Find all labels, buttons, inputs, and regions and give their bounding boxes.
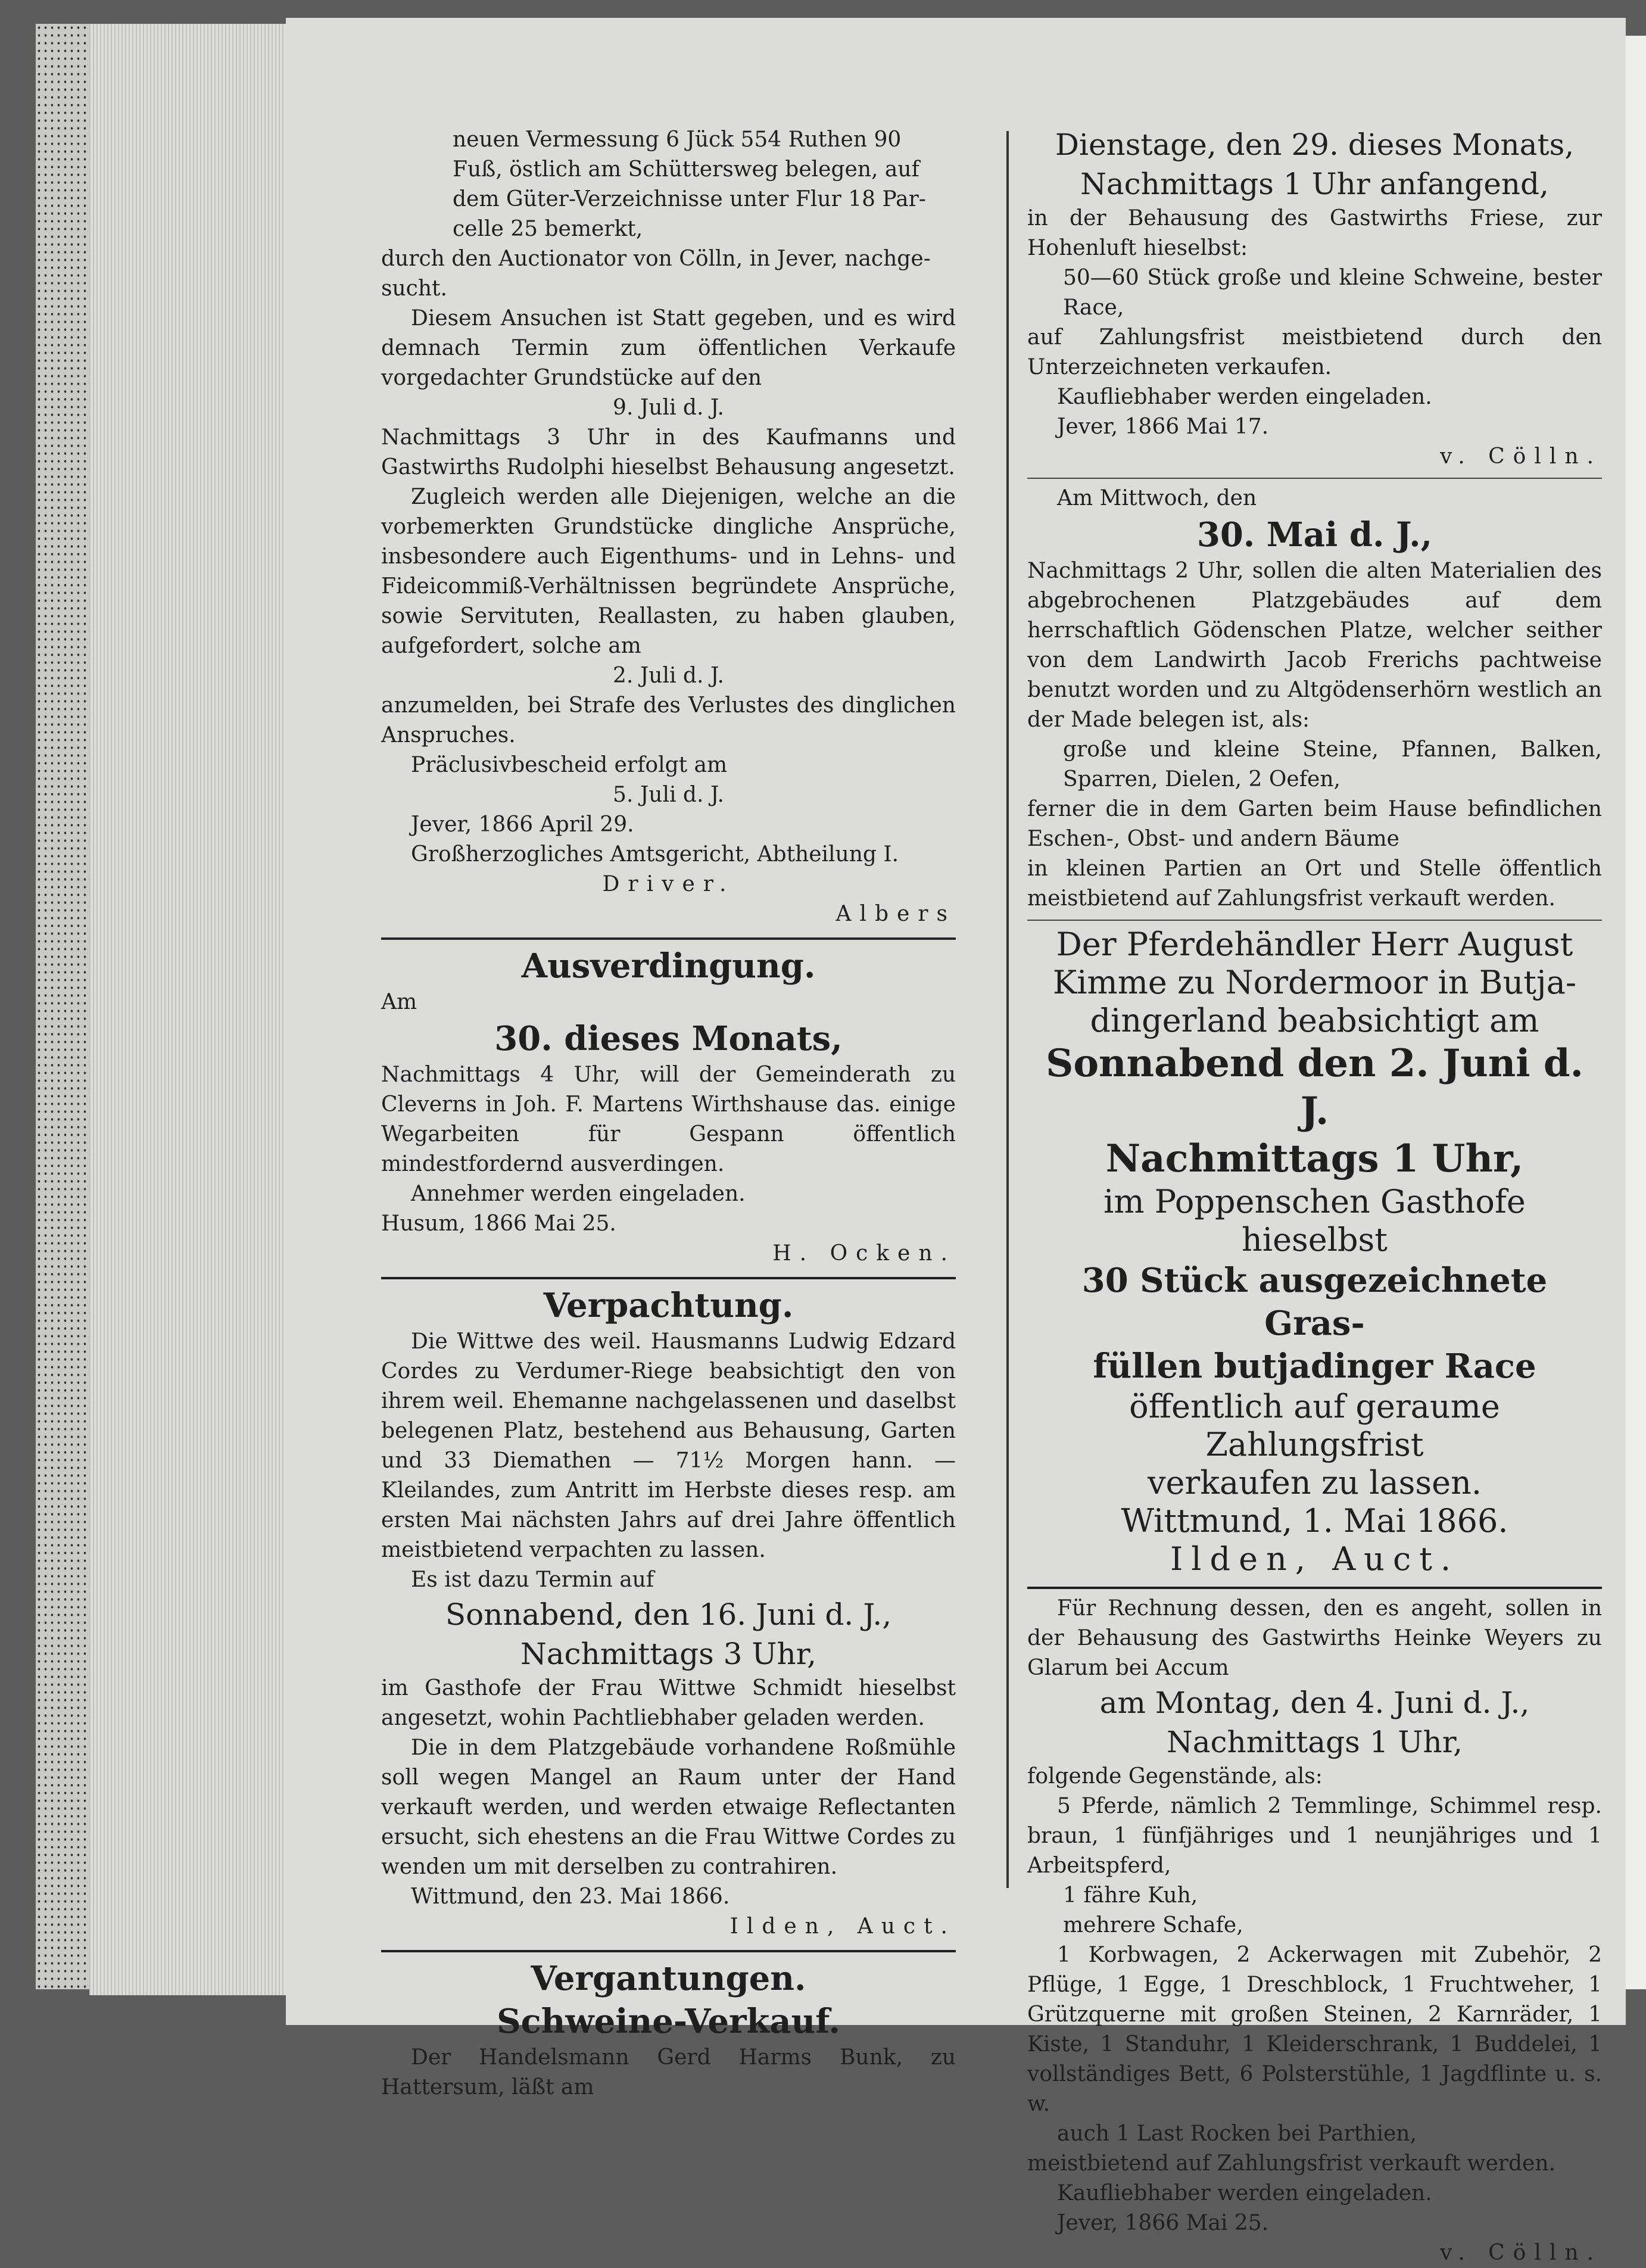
- invitation: Kaufliebhaber werden eingeladen.: [1057, 385, 1432, 409]
- paragraph: Diesem Ansuchen ist Statt gegeben, und es wird demnach Termin zum öffentlichen Verkaufe vorgedachter Grundstücke auf den: [381, 306, 956, 390]
- date-heading: 30. dieses Monats,: [494, 1019, 843, 1058]
- place-date: Jever, 1866 April 29.: [411, 812, 634, 837]
- item-line: 1 Korbwagen, 2 Ackerwagen mit Zubehör, 2 Pflüge, 1 Egge, 1 Dreschblock, 1 Fruchtweher, 1 Grützquerne mit großen Steinen, 2 Karnräder, 1 Kiste, 1 Standuhr, 1 Kleiderschrank, 1 Buddelei, 1 vollständiges Bett, 6 Polsterstühle, 1 Jagdflinte u. s. w.: [1027, 1943, 1602, 2116]
- section-heading: Ausverdingung.: [521, 946, 816, 986]
- section-rule: [1027, 920, 1602, 921]
- notice-line: 30 Stück ausgezeichnete Gras-: [1081, 1261, 1548, 1343]
- paragraph: meistbietend auf Zahlungsfrist verkauft werden.: [1027, 2151, 1555, 2176]
- book-edge: [36, 24, 95, 1989]
- time-heading: Nachmittags 1 Uhr,: [1166, 1725, 1463, 1759]
- text-line: neuen Vermessung 6 Jück 554 Ruthen 90: [453, 127, 902, 152]
- item-line: große und kleine Steine, Pfannen, Balken, Sparren, Dielen, 2 Oefen,: [1063, 737, 1602, 792]
- notice-line: öffentlich auf geraume Zahlungsfrist: [1129, 1388, 1500, 1463]
- section-rule: [1027, 478, 1602, 479]
- facing-page-edge: [1626, 36, 1646, 1989]
- text-line: dem Güter-Verzeichnisse unter Flur 18 Par-: [453, 187, 926, 211]
- item-line: auch 1 Last Rocken bei Parthien,: [1057, 2121, 1417, 2146]
- time-heading: Nachmittags 1 Uhr anfangend,: [1080, 167, 1549, 201]
- time-heading: Nachmittags 1 Uhr,: [1105, 1136, 1524, 1181]
- section-rule: [381, 1950, 956, 1952]
- place-date: Husum, 1866 Mai 25.: [381, 1211, 616, 1236]
- paragraph: Zugleich werden alle Diejenigen, welche an die vorbemerkten Grundstücke dingliche Ansprüche, insbesondere auch Eigenthums- und in Lehns- und Fideicommiß-Verhältnissen begründete Ansprüche, sowie Servituten, Reallasten, zu haben glauben, aufgefordert, solche am: [381, 485, 956, 658]
- paragraph: ferner die in dem Garten beim Hause befindlichen Eschen-, Obst- und andern Bäume: [1027, 797, 1602, 851]
- item-line: 1 fähre Kuh,: [1063, 1883, 1198, 1908]
- signature: v. Cölln.: [1440, 444, 1602, 469]
- paragraph: in kleinen Partien an Ort und Stelle öffentlich meistbietend auf Zahlungsfrist verkauft werden.: [1027, 856, 1602, 911]
- signature: Driver.: [602, 872, 735, 896]
- text-line: Fuß, östlich am Schüttersweg belegen, auf: [453, 157, 919, 182]
- text-line: Am Mittwoch, den: [1057, 486, 1257, 510]
- place-date: Wittmund, den 23. Mai 1866.: [411, 1884, 730, 1909]
- date-line: 5. Juli d. J.: [613, 783, 724, 807]
- text-line: celle 25 bemerkt,: [453, 217, 643, 241]
- item-line: 5 Pferde, nämlich 2 Temmlinge, Schimmel resp. braun, 1 fünfjähriges und 1 neunjähriges und 1 Arbeitspferd,: [1027, 1794, 1602, 1878]
- signature: H. Ocken.: [772, 1241, 956, 1266]
- paragraph: Der Handelsmann Gerd Harms Bunk, zu Hattersum, läßt am: [381, 2045, 956, 2099]
- item-line: mehrere Schafe,: [1063, 1913, 1243, 1937]
- item-line: 50—60 Stück große und kleine Schweine, bester Race,: [1063, 266, 1602, 320]
- signature: Albers: [836, 902, 956, 926]
- paragraph: Nachmittags 4 Uhr, will der Gemeinderath zu Cleverns in Joh. F. Martens Wirthshause das. einige Wegarbeiten für Gespann öffentlich mindestfordernd ausverdingen.: [381, 1063, 956, 1176]
- place-date: Wittmund, 1. Mai 1866.: [1121, 1502, 1508, 1540]
- section-rule: [1027, 1587, 1602, 1589]
- notice-line: im Poppenschen Gasthofe hieselbst: [1103, 1183, 1526, 1258]
- section-rule: [381, 937, 956, 940]
- column-divider: [1006, 131, 1009, 1888]
- paragraph: Die in dem Platzgebäude vorhandene Roßmühle soll wegen Mangel an Raum unter der Hand verkauft werden, und werden etwaige Reflectanten ersucht, sich ehestens an die Frau Wittwe Cordes zu wenden um mit derselben zu contrahiren.: [381, 1736, 956, 1879]
- paragraph: anzumelden, bei Strafe des Verlustes des dinglichen Anspruches.: [381, 693, 956, 747]
- left-column: [381, 125, 956, 2099]
- paragraph: Die Wittwe des weil. Hausmanns Ludwig Edzard Cordes zu Verdumer-Riege beabsichtigt den von ihrem weil. Ehemanne nachgelassenen und daselbst belegenen Platz, bestehend aus Behausung, Garten und 33 Diemathen — 71½ Morgen hann. — Kleilandes, zum Antritt im Herbste dieses resp. am ersten Mai nächsten Jahrs auf drei Jahre öffentlich meistbietend verpachten zu lassen.: [381, 1329, 956, 1562]
- court-name: Großherzogliches Amtsgericht, Abtheilung I.: [411, 842, 899, 867]
- paragraph: auf Zahlungsfrist meistbietend durch den Unterzeichneten verkaufen.: [1027, 325, 1602, 379]
- text-line: durch den Auctionator von Cölln, in Jever, nachge-: [381, 247, 931, 271]
- place-date: Jever, 1866 Mai 17.: [1057, 415, 1269, 439]
- signature: Ilden, Auct.: [730, 1914, 956, 1939]
- section-heading: Verpachtung.: [543, 1286, 794, 1325]
- paragraph: Präclusivbescheid erfolgt am: [411, 753, 728, 777]
- place-date: Jever, 1866 Mai 25.: [1057, 2211, 1269, 2235]
- paragraph: Für Rechnung dessen, den es angeht, sollen in der Behausung des Gastwirths Heinke Weyers zu Glarum bei Accum: [1027, 1596, 1602, 1680]
- time-heading: Nachmittags 3 Uhr,: [520, 1637, 817, 1671]
- date-line: 9. Juli d. J.: [613, 395, 724, 420]
- newspaper-page: [286, 18, 1626, 2265]
- paragraph: im Gasthofe der Frau Wittwe Schmidt hieselbst angesetzt, wohin Pachtliebhaber geladen werden.: [381, 1676, 956, 1730]
- text-line: Es ist dazu Termin auf: [411, 1568, 654, 1592]
- signature: Ilden, Auct.: [1170, 1540, 1460, 1578]
- date-heading: Sonnabend den 2. Juni d. J.: [1046, 1041, 1583, 1133]
- invitation: Kaufliebhaber werden eingeladen.: [1057, 2181, 1432, 2205]
- invitation: Annehmer werden eingeladen.: [411, 1182, 746, 1206]
- section-heading: Vergantungen.: [531, 1959, 806, 1998]
- notice-title: Schweine-Verkauf.: [497, 2002, 840, 2041]
- horse-sale-notice: [1027, 926, 1602, 1578]
- right-column: [1027, 125, 1602, 2265]
- page-stack: [89, 24, 292, 1995]
- text-line: folgende Gegenstände, als:: [1027, 1764, 1323, 1789]
- notice-line: füllen butjadinger Race: [1093, 1347, 1536, 1386]
- text-line: Am: [381, 990, 417, 1014]
- paragraph: Nachmittags 2 Uhr, sollen die alten Materialien des abgebrochenen Platzgebäudes auf dem herrschaftlich Gödenschen Platze, welcher seither von dem Landwirth Jacob Frerichs pachtweise benutzt worden und zu Altgödenserhörn westlich an der Made belegen ist, als:: [1027, 559, 1602, 732]
- notice-line: Kimme zu Nordermoor in Butja-: [1052, 964, 1577, 1001]
- paragraph: in der Behausung des Gastwirths Friese, zur Hohenluft hieselbst:: [1027, 206, 1602, 260]
- section-rule: [381, 1277, 956, 1279]
- date-heading: am Montag, den 4. Juni d. J.,: [1099, 1686, 1530, 1720]
- signature: v. Cölln.: [1440, 2241, 1602, 2265]
- intro-parcel-block: [381, 125, 956, 244]
- paragraph: Nachmittags 3 Uhr in des Kaufmanns und Gastwirths Rudolphi hieselbst Behausung angesetzt.: [381, 425, 956, 479]
- date-heading: Dienstage, den 29. dieses Monats,: [1055, 127, 1575, 162]
- text-line: sucht.: [381, 276, 447, 301]
- date-heading: 30. Mai d. J.,: [1196, 515, 1433, 554]
- date-heading: Sonnabend, den 16. Juni d. J.,: [445, 1597, 892, 1632]
- notice-line: dingerland beabsichtigt am: [1090, 1002, 1539, 1039]
- date-line: 2. Juli d. J.: [613, 663, 724, 688]
- notice-line: Der Pferdehändler Herr August: [1056, 926, 1573, 963]
- notice-line: verkaufen zu lassen.: [1147, 1464, 1482, 1501]
